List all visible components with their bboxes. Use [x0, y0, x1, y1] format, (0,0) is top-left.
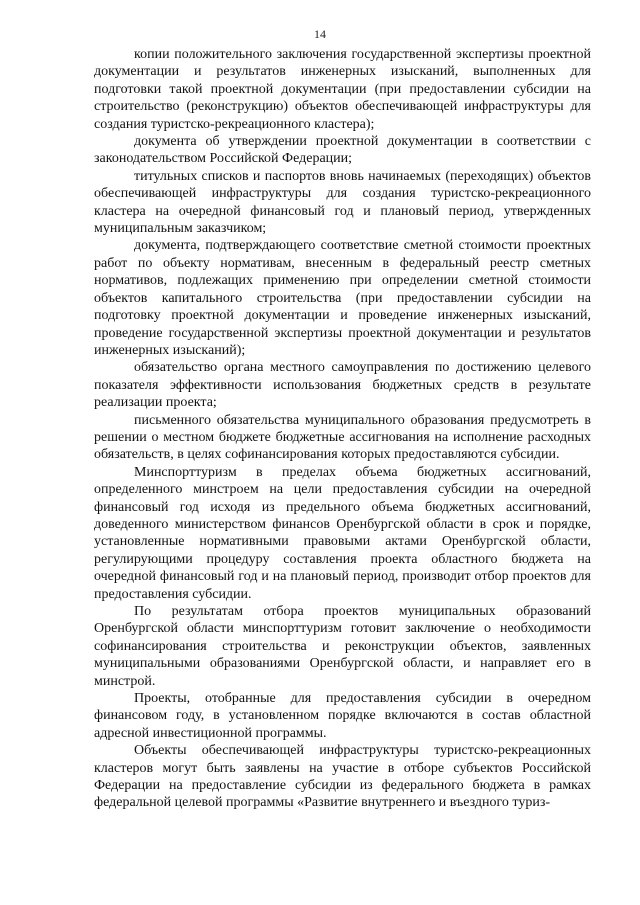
paragraph: Объекты обеспечивающей инфраструктуры туристско-рекреационных кластеров могут быть заявлены на участие в отборе субъектов Российской Федерации на предоставление субсидии из федерального бюджета в рамках федеральной целевой программы «Развитие внутреннего и въездного туриз- — [94, 743, 591, 811]
paragraph: письменного обязательства муниципального образования предусмотреть в решении о местном бюджете бюджетные ассигнования на исполнение расходных обязательств, в целях софинансирования которых предоставляются субсидии. — [94, 412, 591, 463]
document-body — [94, 46, 591, 812]
paragraph: документа, подтверждающего соответствие сметной стоимости проектных работ по объекту нормативам, внесенным в федеральный реестр сметных нормативов, подлежащих применению при определении сметной стоимости объектов капитального строительства (при предоставлении субсидии на подготовку проектной документации и проведение инженерных изысканий, проведение государственной экспертизы проектной документации и результатов инженерных изысканий); — [94, 238, 591, 358]
paragraph: обязательство органа местного самоуправления по достижению целевого показателя эффективности использования бюджетных средств в результате реализации проекта; — [94, 360, 591, 411]
paragraph: По результатам отбора проектов муниципальных образований Оренбургской области минспорттуризм готовит заключение о необходимости софинансирования строительства и реконструкции объектов, заявленных муниципальными образованиями Оренбургской области, и направляет его в минстрой. — [94, 604, 591, 689]
page-number: 14 — [314, 27, 326, 41]
paragraph: титульных списков и паспортов вновь начинаемых (переходящих) объектов обеспечивающей инфраструктуры для создания туристско-рекреационного кластера на очередной финансовый год и плановый период, утвержденных муниципальным заказчиком; — [94, 168, 591, 237]
paragraph: Проекты, отобранные для предоставления субсидии в очередном финансовом году, в установленном порядке включаются в состав областной адресной инвестиционной программы. — [94, 691, 591, 741]
paragraph: Минспорттуризм в пределах объема бюджетных ассигнований, определенного минстроем на цели предоставления субсидии на очередной финансовый год исходя из предельного объема бюджетных ассигнований, доведенного министерством финансов Оренбургской области в срок и порядке, установленные нормативными правовыми актами Оренбургской области, регулирующими процедуру составления проекта областного бюджета на очередной финансовый год и на плановый период, производит отбор проектов для предоставления субсидии. — [94, 464, 591, 602]
paragraph: документа об утверждении проектной документации в соответствии с законодательством Российской Федерации; — [94, 134, 591, 167]
paragraph: копии положительного заключения государственной экспертизы проектной документации и результатов инженерных изысканий, выполненных для подготовки такой проектной документации (при предоставлении субсидии на строительство (реконструкцию) объектов обеспечивающей инфраструктуры для создания туристско-рекреационного кластера); — [94, 47, 591, 132]
